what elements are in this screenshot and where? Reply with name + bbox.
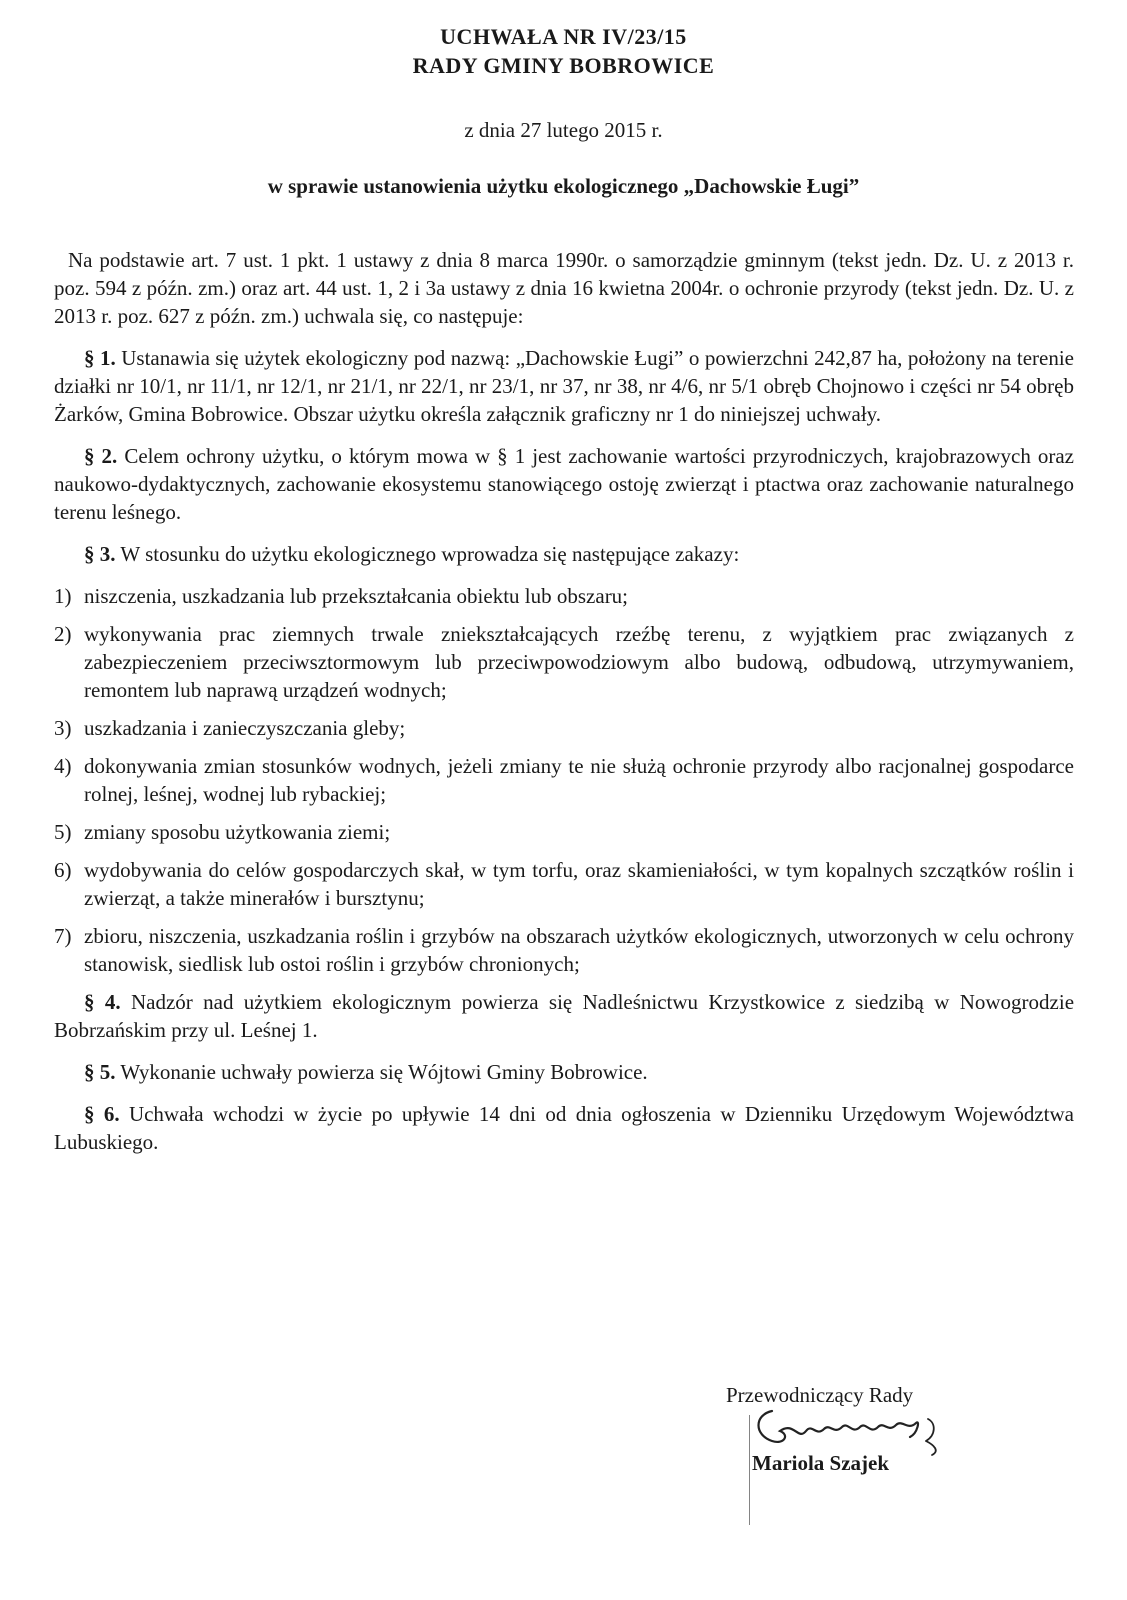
section-number: § 4. [84,990,121,1014]
list-item-text: uszkadzania i zanieczyszczania gleby; [84,716,406,740]
section-number: § 1. [84,346,116,370]
list-item [54,752,1074,808]
signatory-role: Przewodniczący Rady [726,1383,914,1407]
list-item-number: 4) [54,754,72,778]
council-name: RADY GMINY BOBROWICE [412,53,715,78]
handwritten-signature [750,1401,950,1457]
list-item-text: zbioru, niszczenia, uszkadzania roślin i grzybów na obszarach użytków ekologicznych, utworzonych w celu ochrony stanowisk, siedlisk lub ostoi roślin i grzybów chronionych; [84,924,1074,976]
list-item [54,922,1074,978]
resolution-date: z dnia 27 lutego 2015 r. [464,118,663,142]
section-4 [54,988,1074,1044]
list-item [54,856,1074,912]
section-number: § 5. [84,1060,116,1084]
list-item [54,582,1074,610]
signature-block [724,1383,1024,1475]
section-number: § 6. [84,1102,120,1126]
section-6 [54,1100,1074,1156]
section-number: § 2. [84,444,118,468]
resolution-body [54,246,1074,1170]
section-1 [54,344,1074,428]
list-item-number: 5) [54,820,72,844]
list-item-number: 6) [54,858,72,882]
list-item [54,714,1074,742]
list-item [54,818,1074,846]
section-text: Wykonanie uchwały powierza się Wójtowi Gminy Bobrowice. [120,1060,648,1084]
section-text: Uchwała wchodzi w życie po upływie 14 dni od dnia ogłoszenia w Dzienniku Urzędowym Województwa Lubuskiego. [54,1102,1074,1154]
section-3 [54,540,1074,568]
document-header [0,22,1127,80]
resolution-number: UCHWAŁA NR IV/23/15 [440,24,687,49]
prohibitions-list [54,582,1074,978]
list-item-text: wykonywania prac ziemnych trwale zniekształcających rzeźbę terenu, z wyjątkiem prac związanych z zabezpieczeniem przeciwsztormowym lub przeciwpowodziowym albo budową, odbudową, utrzymywaniem, remontem lub naprawą urządzeń wodnych; [84,622,1074,702]
section-text: W stosunku do użytku ekologicznego wprowadza się następujące zakazy: [120,542,740,566]
preamble: Na podstawie art. 7 ust. 1 pkt. 1 ustawy z dnia 8 marca 1990r. o samorządzie gminnym (tekst jedn. Dz. U. z 2013 r. poz. 594 z późn. zm.) oraz art. 44 ust. 1, 2 i 3a ustawy z dnia 16 kwietna 2004r. o ochronie przyrody (tekst jedn. Dz. U. z 2013 r. poz. 627 z późn. zm.) uchwala się, co następuje: [54,248,1074,328]
section-text: Ustanawia się użytek ekologiczny pod nazwą: „Dachowskie Ługi” o powierzchni 242,87 ha, położony na terenie działki nr 10/1, nr 11/1, nr 12/1, nr 21/1, nr 22/1, nr 23/1, nr 37, nr 38, nr 4/6, nr 5/1 obręb Chojnowo i części nr 54 obręb Żarków, Gmina Bobrowice. Obszar użytku określa załącznik graficzny nr 1 do niniejszej uchwały. [54,346,1075,426]
resolution-subject: w sprawie ustanowienia użytku ekologicznego „Dachowskie Ługi” [267,174,860,198]
section-5 [54,1058,1074,1086]
list-item-number: 1) [54,584,72,608]
list-item-text: niszczenia, uszkadzania lub przekształcania obiektu lub obszaru; [84,584,629,608]
section-2 [54,442,1074,526]
section-text: Celem ochrony użytku, o którym mowa w § 1 jest zachowanie wartości przyrodniczych, krajobrazowych oraz naukowo-dydaktycznych, zachowanie ekosystemu stanowiącego ostoję zwierząt i ptactwa oraz zachowanie naturalnego terenu leśnego. [54,444,1075,524]
list-item-text: zmiany sposobu użytkowania ziemi; [84,820,391,844]
list-item-number: 3) [54,716,72,740]
list-item-number: 2) [54,622,72,646]
list-item-text: wydobywania do celów gospodarczych skał, w tym torfu, oraz skamieniałości, w tym kopalnych szczątków roślin i zwierząt, a także minerałów i bursztynu; [84,858,1074,910]
list-item [54,620,1074,704]
signatory-name: Mariola Szajek [752,1451,890,1475]
list-item-number: 7) [54,924,72,948]
list-item-text: dokonywania zmian stosunków wodnych, jeżeli zmiany te nie służą ochronie przyrody albo racjonalnej gospodarce rolnej, leśnej, wodnej lub rybackiej; [84,754,1074,806]
section-number: § 3. [84,542,116,566]
section-text: Nadzór nad użytkiem ekologicznym powierza się Nadleśnictwu Krzystkowice z siedzibą w Nowogrodzie Bobrzańskim przy ul. Leśnej 1. [54,990,1075,1042]
